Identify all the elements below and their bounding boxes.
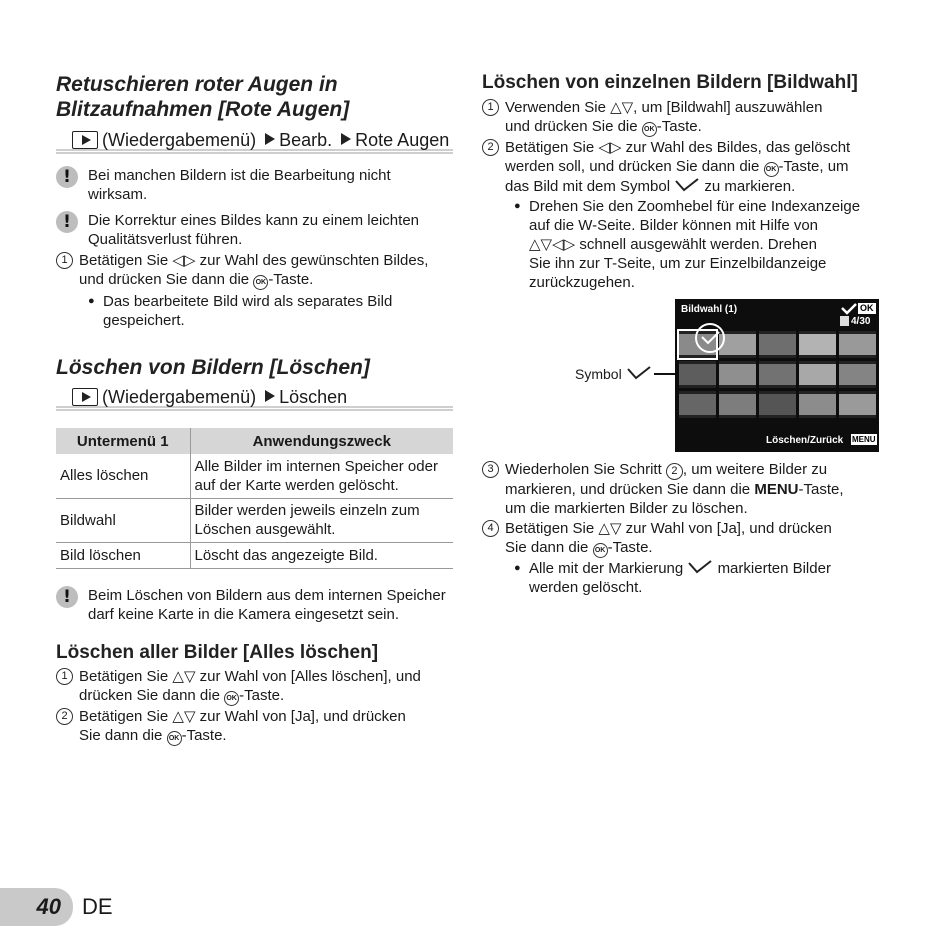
- bullet-note: [79, 292, 456, 330]
- caution-icon: !: [56, 586, 78, 608]
- bullet-text: Sie ihn zur T-Seite, um zur Einzelbildanzeige: [529, 255, 827, 272]
- red-eye-title: [56, 72, 456, 122]
- bullet-text: markierten Bilder: [717, 560, 831, 577]
- checkmark-icon: [626, 365, 652, 381]
- ok-button-icon: OK: [224, 691, 239, 706]
- image-counter: 4/30: [851, 316, 871, 327]
- step-text: Betätigen Sie: [505, 520, 595, 537]
- step-text: -Taste, um: [778, 158, 849, 175]
- caution-note: [56, 166, 456, 204]
- step-text: Wiederholen Sie Schritt: [505, 461, 662, 478]
- bullet-text: Das bearbeitete Bild wird als separates Bild: [103, 293, 393, 310]
- table-row: [56, 454, 453, 498]
- step-1: [56, 251, 456, 290]
- symbol-label: [575, 365, 652, 384]
- ok-button-icon: OK: [167, 731, 182, 746]
- camera-screen: [675, 299, 879, 452]
- up-down-arrow-icon: △▽: [598, 519, 622, 537]
- step-1: [56, 667, 456, 706]
- step-number: 1: [56, 668, 73, 685]
- step-text: zur Wahl von [Alles löschen], und: [199, 668, 421, 685]
- step-text: Sie dann die: [505, 539, 589, 556]
- bullet-text: Alle mit der Markierung: [529, 560, 684, 577]
- thumbnail[interactable]: [759, 331, 796, 358]
- caution-note: [56, 586, 456, 624]
- checkmark-icon: [674, 177, 700, 193]
- up-down-arrow-icon: △▽: [610, 98, 634, 116]
- red-eye-menu-path: [56, 130, 453, 154]
- step-text: und drücken Sie die: [505, 118, 638, 135]
- language-code: DE: [82, 894, 113, 919]
- step-text: das Bild mit dem Symbol: [505, 178, 671, 195]
- thumbnail[interactable]: [839, 331, 876, 358]
- thumbnail[interactable]: [759, 391, 796, 418]
- step-text: zur Wahl von [Ja], und drücken: [199, 708, 406, 725]
- table-header: Anwendungszweck: [190, 428, 453, 454]
- arrow-right-icon: [265, 390, 275, 402]
- step-text: Betätigen Sie: [79, 668, 169, 685]
- delete-menu-path: [56, 387, 453, 411]
- bullet-text: Drehen Sie den Zoomhebel für eine Indexanzeige: [529, 198, 861, 215]
- ok-button-icon: OK: [642, 122, 657, 137]
- symbol-label-text: Symbol: [575, 366, 622, 382]
- red-eye-title-line1: Retuschieren roter Augen in: [56, 73, 338, 96]
- thumbnail[interactable]: [679, 391, 716, 418]
- step-1: [482, 98, 882, 137]
- bullet-text: schnell ausgewählt werden. Drehen: [579, 236, 817, 253]
- arrow-right-icon: [341, 133, 351, 145]
- note-text: darf keine Karte in die Kamera eingesetzt sein.: [88, 606, 400, 623]
- table-cell: Löscht das angezeigte Bild.: [190, 542, 453, 568]
- caution-icon: !: [56, 211, 78, 233]
- step-text: zur Wahl des Bildes, das gelöscht: [625, 139, 851, 156]
- step-2: [56, 707, 456, 746]
- step-number: 1: [56, 252, 73, 269]
- bullet-text: werden gelöscht.: [529, 579, 643, 596]
- screen-title: Bildwahl (1): [681, 304, 738, 315]
- step-2: [482, 138, 882, 196]
- step-text: Betätigen Sie: [505, 139, 595, 156]
- step-text: -Taste.: [656, 118, 702, 135]
- thumbnail[interactable]: [799, 331, 836, 358]
- step-text: -Taste.: [268, 271, 314, 288]
- note-text: Beim Löschen von Bildern aus dem internen Speicher: [88, 587, 446, 604]
- step-text: , um weitere Bilder zu: [682, 461, 828, 478]
- screen-footer: Löschen/Zurück: [766, 435, 844, 446]
- step-text: , um [Bildwahl] auszuwählen: [633, 99, 823, 116]
- bullet-text: zurückzugehen.: [529, 274, 635, 291]
- step-text: und drücken Sie dann die: [79, 271, 250, 288]
- step-text: -Taste.: [239, 687, 285, 704]
- menu-path-part: (Wiedergabemenü): [102, 130, 257, 150]
- left-right-arrow-icon: ◁▷: [172, 251, 196, 269]
- red-eye-title-line2: Blitzaufnahmen [Rote Augen]: [56, 98, 350, 121]
- arrow-right-icon: [265, 133, 275, 145]
- step-text: um die markierten Bilder zu löschen.: [505, 500, 748, 517]
- step-text: zur Wahl des gewünschten Bildes,: [199, 252, 429, 269]
- step-text: -Taste.: [607, 539, 653, 556]
- note-text: wirksam.: [88, 186, 148, 203]
- step-text: Betätigen Sie: [79, 252, 169, 269]
- delete-all-title: Löschen aller Bilder [Alles löschen]: [56, 642, 379, 663]
- ok-button-icon: OK: [253, 275, 268, 290]
- step-text: markieren, und drücken Sie dann die: [505, 481, 751, 498]
- table-cell: Alle Bilder im internen Speicher oder auf der Karte werden gelöscht.: [190, 454, 453, 498]
- step-3: [482, 460, 882, 518]
- menu-path-part: Bearb.: [279, 130, 333, 150]
- note-text: Qualitätsverlust führen.: [88, 231, 243, 248]
- step-number: 1: [482, 99, 499, 116]
- bildwahl-title: Löschen von einzelnen Bildern [Bildwahl]: [482, 72, 858, 93]
- step-reference: 2: [666, 463, 683, 480]
- menu-path-part: Löschen: [279, 387, 348, 407]
- step-text: zur Wahl von [Ja], und drücken: [625, 520, 832, 537]
- thumbnail[interactable]: [759, 361, 796, 388]
- up-down-arrow-icon: △▽: [172, 667, 196, 685]
- menu-key-label: MENU: [754, 481, 799, 498]
- submenu-table: [56, 428, 453, 569]
- table-row: [56, 542, 453, 568]
- step-text: -Taste,: [798, 481, 844, 498]
- table-header: Untermenü 1: [56, 428, 190, 454]
- menu-path-part: (Wiedergabemenü): [102, 387, 257, 407]
- up-down-arrow-icon: △▽: [172, 707, 196, 725]
- caution-icon: !: [56, 166, 78, 188]
- ok-icon: OK: [860, 303, 874, 313]
- checkmark-icon: [841, 303, 857, 315]
- ok-button-icon: OK: [764, 162, 779, 177]
- left-right-arrow-icon: ◁▷: [598, 138, 622, 156]
- note-text: Bei manchen Bildern ist die Bearbeitung nicht: [88, 167, 391, 184]
- step-text: zu markieren.: [704, 178, 796, 195]
- bullet-note: [505, 197, 882, 292]
- table-header-row: [56, 428, 453, 454]
- thumbnail[interactable]: [719, 361, 756, 388]
- table-cell: Alles löschen: [56, 454, 190, 498]
- caution-note: [56, 211, 456, 249]
- checkmark-icon: [687, 559, 713, 575]
- step-text: werden soll, und drücken Sie dann die: [505, 158, 760, 175]
- table-cell: Bild löschen: [56, 542, 190, 568]
- bullet-text: gespeichert.: [103, 312, 185, 329]
- arrow-keys-icon: △▽◁▷: [529, 235, 576, 253]
- playback-icon: [72, 131, 98, 149]
- thumbnail[interactable]: [679, 361, 716, 388]
- step-text: Betätigen Sie: [79, 708, 169, 725]
- table-row: [56, 498, 453, 542]
- step-number: 4: [482, 520, 499, 537]
- ok-button-icon: OK: [593, 543, 608, 558]
- thumbnail[interactable]: [719, 391, 756, 418]
- page-number: 40: [0, 888, 73, 926]
- thumbnail[interactable]: [799, 391, 836, 418]
- table-cell: Bildwahl: [56, 498, 190, 542]
- menu-path-part: Rote Augen: [355, 130, 450, 150]
- thumbnail[interactable]: [839, 391, 876, 418]
- memory-icon: [840, 316, 849, 326]
- step-text: Verwenden Sie: [505, 99, 606, 116]
- mark-circle-icon: [693, 321, 727, 355]
- menu-button-icon: MENU: [852, 435, 876, 444]
- step-text: drücken Sie dann die: [79, 687, 220, 704]
- step-text: Sie dann die: [79, 727, 163, 744]
- table-cell: Bilder werden jeweils einzeln zum Löschen ausgewählt.: [190, 498, 453, 542]
- thumbnail[interactable]: [799, 361, 836, 388]
- delete-title: Löschen von Bildern [Löschen]: [56, 356, 370, 379]
- bullet-note: [505, 559, 882, 597]
- step-number: 2: [56, 708, 73, 725]
- note-text: Die Korrektur eines Bildes kann zu einem leichten: [88, 212, 420, 229]
- step-number: 2: [482, 139, 499, 156]
- step-text: -Taste.: [181, 727, 227, 744]
- step-number: 3: [482, 461, 499, 478]
- thumbnail[interactable]: [839, 361, 876, 388]
- bullet-text: auf die W-Seite. Bilder können mit Hilfe von: [529, 217, 819, 234]
- step-4: [482, 519, 882, 558]
- playback-icon: [72, 388, 98, 406]
